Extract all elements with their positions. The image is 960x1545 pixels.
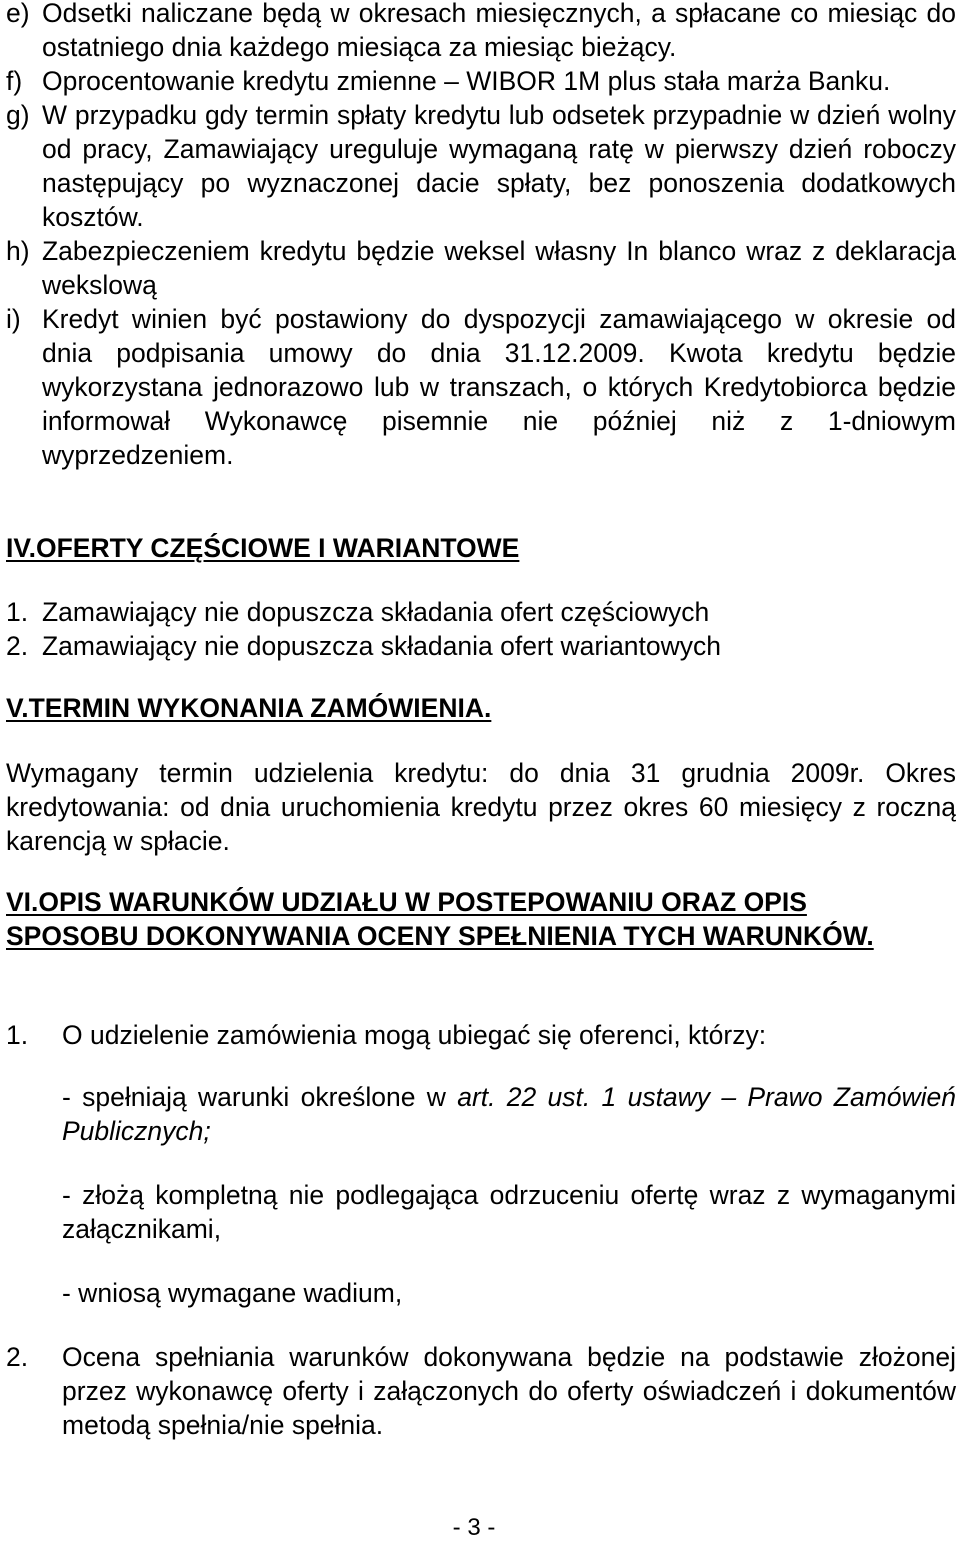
item-text: Zamawiający nie dopuszcza składania ofert wariantowych [42,631,722,661]
section-heading-v: V.TERMIN WYKONANIA ZAMÓWIENIA. [6,693,492,723]
item-text: Ocena spełniania warunków dokonywana będzie na podstawie złożonej przez wykonawcę oferty i załączonych do oferty oświadczeń i dokumentów metodą spełnia/nie spełnia. [62,1342,956,1440]
list-item [6,64,956,98]
section-iv-item [6,595,956,629]
bullet-text: - spełniają warunki określone w [62,1082,458,1112]
list-item [6,98,956,234]
bullet-item: - złożą kompletną nie podlegająca odrzuceniu ofertę wraz z wymaganymi załącznikami, [62,1180,956,1244]
list-item-text: W przypadku gdy termin spłaty kredytu lub odsetek przypadnie w dzień wolny od pracy, Zamawiający ureguluje wymaganą ratę w pierwszy dzień roboczy następujący po wyznaczonej dacie spłaty, bez ponoszenia dodatkowych kosztów. [42,100,956,232]
bullet-text-italic: art. 22 ust. 1 ustawy – Prawo Zamówień Publicznych; [62,1082,957,1146]
item-number: 2. [6,1342,29,1372]
item-text: O udzielenie zamówienia mogą ubiegać się oferenci, którzy: [62,1020,767,1050]
list-item-label: i) [6,304,21,334]
section-heading-vi: VI.OPIS WARUNKÓW UDZIAŁU W POSTEPOWANIU ORAZ OPIS SPOSOBU DOKONYWANIA OCENY SPEŁNIENIA TYCH WARUNKÓW. [6,887,874,951]
page-number: - 3 - [452,1514,496,1541]
item-number: 1. [6,597,29,627]
list-item-label: e) [6,0,30,28]
list-item-text: Oprocentowanie kredytu zmienne – WIBOR 1M plus stała marża Banku. [42,66,891,96]
list-item-label: h) [6,236,30,266]
item-number: 2. [6,631,29,661]
list-item-text: Odsetki naliczane będą w okresach miesięcznych, a spłacane co miesiąc do ostatniego dnia każdego miesiąca za miesiąc bieżący. [42,0,956,62]
terms-list [6,0,956,472]
list-item-text: Zabezpieczeniem kredytu będzie weksel własny In blanco wraz z deklaracja wekslową [42,236,956,300]
section-heading-iv: IV.OFERTY CZĘŚCIOWE I WARIANTOWE [6,533,520,563]
list-item [6,302,956,472]
section-iv-item [6,629,956,663]
list-item-label: g) [6,100,30,130]
list-item [6,0,956,64]
list-item-label: f) [6,66,23,96]
list-item [6,234,956,302]
item-number: 1. [6,1020,29,1050]
bullet-item: - wniosą wymagane wadium, [62,1278,403,1308]
section-vi-item-1 [6,1018,956,1052]
section-vi-item-2 [6,1340,956,1442]
item-text: Zamawiający nie dopuszcza składania ofert częściowych [42,597,710,627]
list-item-text: Kredyt winien być postawiony do dyspozycji zamawiającego w okresie od dnia podpisania umowy do dnia 31.12.2009. Kwota kredytu będzie wykorzystana jednorazowo lub w transzach, o których Kredytobiorca będzie informował Wykonawcę pisemnie nie później niż z 1-dniowym wyprzedzeniem. [42,304,956,470]
bullet-item [62,1080,956,1148]
section-v-paragraph: Wymagany termin udzielenia kredytu: do dnia 31 grudnia 2009r. Okres kredytowania: od dnia uruchomienia kredytu przez okres 60 miesięcy z roczną karencją w spłacie. [6,758,956,856]
